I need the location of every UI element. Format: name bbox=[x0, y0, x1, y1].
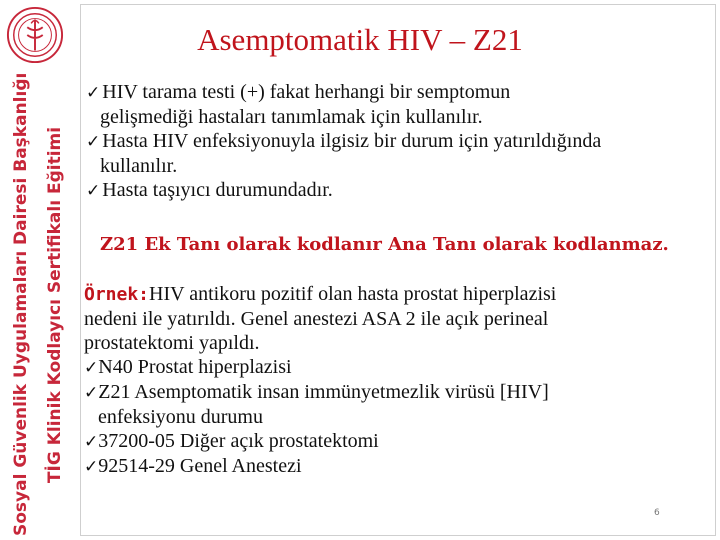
slide-title: Asemptomatik HIV – Z21 bbox=[197, 22, 523, 57]
bullet-text: Hasta HIV enfeksiyonuyla ilgisiz bir durum için yatırıldığında bbox=[102, 130, 602, 152]
example-block bbox=[84, 282, 704, 479]
sidebar-line-1: Sosyal Güvenlik Uygulamaları Dairesi Başkanlığı bbox=[11, 72, 31, 536]
example-line bbox=[84, 282, 704, 307]
check-icon: ✓ bbox=[84, 358, 99, 378]
check-icon: ✓ bbox=[86, 181, 101, 201]
code-item bbox=[84, 454, 704, 479]
code-text: 92514-29 Genel Anestezi bbox=[98, 455, 302, 477]
check-icon: ✓ bbox=[84, 432, 99, 452]
example-label: Örnek: bbox=[84, 284, 150, 305]
example-line: nedeni ile yatırıldı. Genel anestezi ASA 2 ile açık perineal bbox=[84, 308, 549, 330]
bullet-continuation: kullanılır. bbox=[100, 155, 178, 177]
sidebar-branding bbox=[0, 0, 78, 540]
bullet-item bbox=[86, 80, 706, 105]
sidebar-line-2: TİG Klinik Kodlayıcı Sertifikalı Eğitimi bbox=[45, 126, 65, 484]
code-item bbox=[84, 380, 704, 405]
bullet-text: HIV tarama testi (+) fakat herhangi bir semptomun bbox=[102, 81, 511, 103]
check-icon: ✓ bbox=[86, 83, 101, 103]
highlight-note: Z21 Ek Tanı olarak kodlanır Ana Tanı olarak kodlanmaz. bbox=[100, 234, 669, 255]
bullet-item bbox=[86, 178, 706, 203]
sidebar-vertical-text bbox=[4, 74, 74, 536]
ministry-seal-icon bbox=[6, 6, 64, 64]
page-number: 6 bbox=[654, 508, 660, 518]
code-text: 37200-05 Diğer açık prostatektomi bbox=[98, 430, 379, 452]
example-line: prostatektomi yapıldı. bbox=[84, 332, 260, 354]
bullet-list bbox=[86, 80, 706, 203]
check-icon: ✓ bbox=[84, 457, 99, 477]
code-list bbox=[84, 355, 704, 479]
check-icon: ✓ bbox=[86, 132, 101, 152]
bullet-continuation: gelişmediği hastaları tanımlamak için kullanılır. bbox=[100, 106, 483, 128]
code-text: N40 Prostat hiperplazisi bbox=[98, 356, 292, 378]
bullet-item bbox=[86, 129, 706, 154]
code-text: Z21 Asemptomatik insan immünyetmezlik virüsü [HIV] bbox=[98, 381, 549, 403]
code-item bbox=[84, 355, 704, 380]
code-continuation: enfeksiyonu durumu bbox=[98, 406, 263, 428]
code-item bbox=[84, 429, 704, 454]
bullet-text: Hasta taşıyıcı durumundadır. bbox=[102, 179, 333, 201]
example-text: HIV antikoru pozitif olan hasta prostat hiperplazisi bbox=[149, 283, 557, 305]
check-icon: ✓ bbox=[84, 383, 99, 403]
